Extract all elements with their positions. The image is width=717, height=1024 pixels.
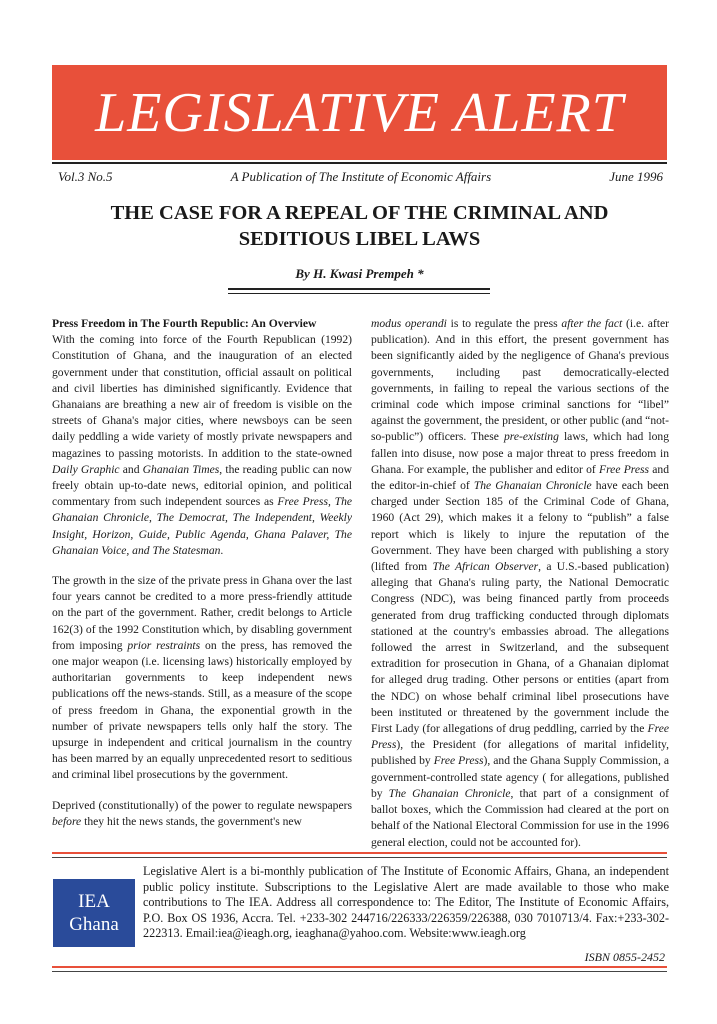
- isbn-number: ISBN 0855-2452: [584, 950, 665, 964]
- logo-line-2: Ghana: [69, 914, 119, 935]
- issue-number: Vol.3 No.5: [58, 169, 113, 184]
- text-run: .: [220, 543, 224, 557]
- article-byline: By H. Kwasi Prempeh *: [295, 266, 424, 281]
- text-run: laws, which had long fallen into disuse, now pose a major threat to press freedom in Ghana. For example, the publisher and editor of: [371, 430, 669, 476]
- paragraph-1: [52, 316, 352, 559]
- text-run: Deprived (constitutionally) of the power to regulate newspapers: [52, 798, 352, 812]
- publication-name: Free Press: [433, 754, 484, 768]
- footer-rule-top-red: [52, 852, 667, 854]
- text-run: is to regulate the press: [446, 317, 562, 330]
- emphasis-text: pre-existing: [503, 430, 559, 444]
- text-run: on the press, has removed the one major weapon (i.e. licensing laws) historically employed by authoritarian governments to keep independent news publications off the news-stands. Still, as a measure of the scope of press freedom in Ghana, the exponential growth in the number of private newspapers tells only half the story. The upsurge in independent and critical journalism in the country has been marred by an equally unprecedented resort to seditious and criminal libel prosecutions by the government.: [52, 638, 352, 782]
- byline-rule-bottom: [228, 293, 490, 294]
- publisher-line: A Publication of The Institute of Economic Affairs: [230, 169, 492, 184]
- footer-rule-bottom-red: [52, 966, 667, 968]
- paragraph-2: [52, 573, 352, 784]
- logo-line-1: IEA: [78, 891, 110, 912]
- text-run: and: [119, 462, 143, 476]
- publication-list: Free Press, The Ghanaian Chronicle, The Democrat, The Independent, Weekly Insight, Horizon, Guide, Public Agenda, Ghana Palaver, The Ghanaian Voice, and The Statesman: [52, 495, 353, 557]
- article-title: [52, 200, 667, 252]
- text-run: have each been charged under Section 185 of the Criminal Code of Ghana, 1960 (Act 29), which makes it a felony to “publish” a false report which is likely to injure the reputation of the Government. They have been charged with publishing a story (lifted from: [371, 479, 669, 574]
- text-run: , the reading public can now freely obtain up-to-date news, editorial opinion, and political commentary from such independent sources as: [52, 462, 352, 509]
- masthead-rule: [52, 162, 667, 164]
- footer-rule-bottom-dark: [52, 971, 667, 972]
- text-run: With the coming into force of the Fourth Republican (1992) Constitution of Ghana, and the inauguration of an elected government under that constitution, official assault on political and civil liberties has diminished significantly. Evidence that Ghanaians are breathing a new air of freedom is visible on the streets of Ghana's major cities, where newsboys can be seen daily peddling a wide variety of mostly private newspapers and magazines to passing motorists. In addition to the state-owned: [52, 333, 352, 460]
- article-title-line-1: THE CASE FOR A REPEAL OF THE CRIMINAL AND: [110, 202, 609, 224]
- paragraph-3-continued: [371, 316, 669, 851]
- text-run: , a U.S.-based publication) alleging that Ghana's ruling party, the National Democratic Congress (NDC), was being financed partly from proceeds generated from drug trafficking conducted through diplomats stationed at the country's embassies abroad. The allegations followed the arrest in Switzerland, and the subsequent extradition for prosecution in Ghana, of a Ghanaian diplomat for alleged drug trading. Other persons or entities (apart from the NDC) on whose behalf criminal libel prosecutions have been instituted or threatened by the government include the First Lady (for allegations of drug peddling, carried by the: [371, 560, 670, 736]
- text-run: The growth in the size of the private press in Ghana over the last four years cannot be credited to a more press-friendly attitude on the part of the government. Rather, credit belongs to Article 162(3) of the 1992 Constitution which, by disabling government from imposing: [52, 574, 352, 652]
- emphasis-text: before: [52, 814, 82, 828]
- text-run: they hit the news stands, the government's new: [81, 814, 302, 828]
- masthead-title: LEGISLATIVE ALERT: [95, 81, 624, 144]
- issue-date: June 1996: [609, 169, 663, 184]
- text-run: and the editor-in-chief of: [371, 462, 670, 493]
- section-heading: Press Freedom in The Fourth Republic: An Overview: [52, 317, 317, 330]
- article-title-line-2: SEDITIOUS LIBEL LAWS: [238, 228, 481, 250]
- publication-name: The Ghanaian Chronicle: [388, 786, 511, 800]
- byline-rule-top: [228, 288, 490, 290]
- publication-name: Free Press: [599, 462, 650, 476]
- masthead-banner: [52, 65, 667, 160]
- emphasis-text: prior restraints: [127, 638, 201, 652]
- text-run: (i.e. after publication). And in this effort, the present government has been significantly aided by the negligence of Ghana's previous governments, including past democratically-elected governments, in failing to repeal the various sections of the criminal code which impose criminal sanctions for “libel” against the government, the president, or other public (and “not-so-public”) officers. These: [371, 317, 670, 444]
- article-column-right: [371, 316, 669, 865]
- text-run: ), and the Ghana Supply Commission, a government-controlled state agency ( for allegations, published by: [371, 754, 669, 800]
- article-column-left: [52, 316, 352, 844]
- text-run: ), the President (for allegations of marital infidelity, published by: [371, 738, 669, 768]
- iea-ghana-logo: [53, 879, 135, 947]
- publication-name: The African Observer: [432, 560, 539, 574]
- emphasis-text: modus operandi: [371, 317, 447, 330]
- publication-name: Free Press: [371, 722, 669, 752]
- issue-info-row: [58, 169, 663, 185]
- paragraph-3-start: [52, 798, 352, 830]
- emphasis-text: after the fact: [561, 317, 623, 330]
- footer-rule-top-dark: [52, 857, 667, 858]
- footer-publication-info: Legislative Alert is a bi-monthly publication of The Institute of Economic Affairs, Ghana, an independent public policy institute. Subscriptions to the Legislative Alert are made available to those who make contributions to The IEA. Address all correspondence to: The Editor, The Institute of Economic Affairs, P.O. Box OS 1936, Accra. Tel. +233-302 244716/226333/226359/226388, 030 7010713/4. Fax:+233-302-222313. Email:iea@ieagh.org, ieaghana@yahoo.com. Website:www.ieagh.org: [143, 864, 669, 941]
- text-run: , that part of a consignment of ballot boxes, which the Commission had cleared at the port on behalf of the National Electoral Commission for use in the 1996 general election, could not be accounted for).: [371, 786, 669, 849]
- publication-name: Ghanaian Times: [142, 462, 220, 476]
- publication-name: The Ghanaian Chronicle: [473, 479, 592, 493]
- publication-name: Daily Graphic: [52, 462, 120, 476]
